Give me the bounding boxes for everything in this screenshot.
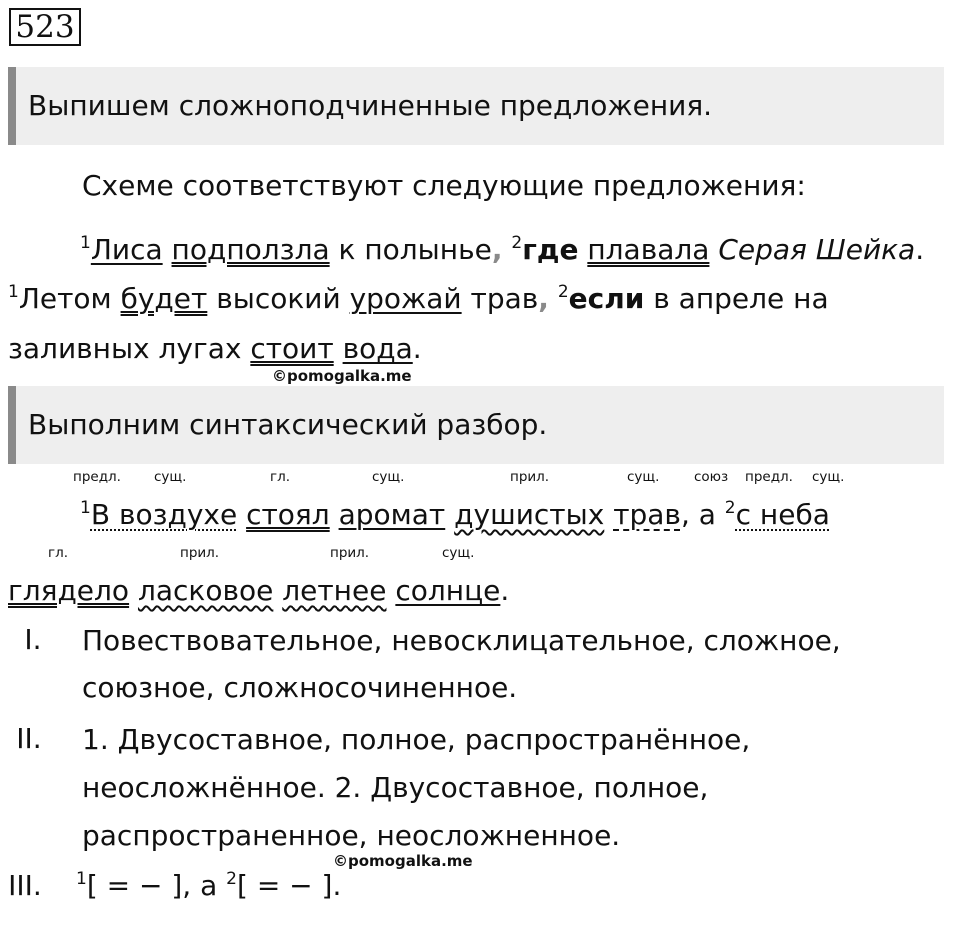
- task-number: 523: [9, 8, 81, 46]
- conjunction-word: если: [568, 282, 645, 315]
- intro-text: Схеме соответствуют следующие предложения:: [82, 169, 806, 202]
- subject: Лиса: [90, 233, 163, 266]
- predicate: подползла: [171, 233, 330, 266]
- clause-number: 1: [76, 869, 87, 889]
- list-item-line: распространенное, неосложненное.: [82, 819, 621, 852]
- pos-label: сущ.: [442, 545, 475, 561]
- pos-label: прил.: [510, 469, 550, 485]
- subject: солнце: [395, 574, 501, 607]
- text: заливных лугах: [8, 332, 251, 365]
- sentence-2-line-2: [8, 329, 422, 369]
- sentence-scheme: [76, 862, 341, 909]
- pos-label: сущ.: [372, 469, 405, 485]
- subject: вода: [342, 332, 413, 365]
- comma-mark: ,: [538, 282, 549, 315]
- object: трав: [613, 498, 681, 531]
- roman-numeral: I.: [24, 623, 42, 656]
- pos-label: сущ.: [812, 469, 845, 485]
- text: .: [412, 332, 422, 365]
- comma-mark: ,: [491, 233, 503, 266]
- text: высокий: [207, 282, 350, 315]
- predicate: будет: [120, 282, 208, 315]
- text: .: [500, 574, 510, 607]
- text: в апреле на: [644, 282, 829, 315]
- predicate: глядело: [8, 574, 130, 607]
- conjunction-word: где: [522, 233, 579, 266]
- subject: аромат: [338, 498, 446, 531]
- attribute: душистых: [454, 498, 605, 531]
- clause-number: 2: [226, 869, 237, 889]
- text: к полынье: [329, 233, 492, 266]
- pos-label: гл.: [48, 545, 69, 561]
- clause-number: 1: [80, 233, 91, 253]
- attribute: летнее: [282, 574, 387, 607]
- clause-number: 1: [8, 282, 19, 302]
- sentence-1: [80, 230, 924, 270]
- clause-number: 2: [511, 233, 523, 253]
- scheme-part: [ = − ].: [237, 869, 342, 902]
- pos-label: сущ.: [627, 469, 660, 485]
- predicate: плавала: [587, 233, 710, 266]
- text: трав: [461, 282, 539, 315]
- watermark: ©pomogalka.me: [272, 367, 412, 385]
- watermark: ©pomogalka.me: [333, 852, 473, 870]
- pos-label: сущ.: [154, 469, 187, 485]
- text: Летом: [18, 282, 121, 315]
- text: , а: [680, 498, 725, 531]
- scheme-part: [ = − ], а: [86, 869, 227, 902]
- pos-label: прил.: [180, 545, 220, 561]
- section-title-1: Выпишем сложноподчиненные предложения.: [8, 67, 944, 145]
- sentence-2-line-1: [8, 279, 829, 319]
- roman-numeral: III.: [8, 869, 42, 902]
- list-item-line: союзное, сложносочиненное.: [82, 671, 518, 704]
- subject: урожай: [349, 282, 462, 315]
- adverbial: В воздухе: [90, 498, 238, 531]
- adverbial: с неба: [735, 498, 830, 531]
- analysis-line-1: [80, 495, 830, 535]
- clause-number: 1: [80, 498, 91, 518]
- predicate: стоял: [246, 498, 330, 531]
- pos-label: союз: [694, 469, 729, 485]
- pos-label: гл.: [270, 469, 291, 485]
- text: .: [915, 233, 925, 266]
- pos-label: предл.: [73, 469, 121, 485]
- predicate: стоит: [250, 332, 334, 365]
- list-item-line: неосложнённое. 2. Двусоставное, полное,: [82, 771, 709, 804]
- pos-label: предл.: [745, 469, 793, 485]
- section-title-2: Выполним синтаксический разбор.: [8, 386, 944, 464]
- clause-number: 2: [557, 282, 569, 302]
- roman-numeral: II.: [16, 722, 42, 755]
- subject: Серая Шейка: [718, 233, 916, 266]
- analysis-line-2: [8, 571, 509, 611]
- attribute: ласковое: [137, 574, 274, 607]
- list-item-line: 1. Двусоставное, полное, распространённое,: [82, 723, 751, 756]
- list-item-line: Повествовательное, невосклицательное, сложное,: [82, 624, 841, 657]
- pos-label: прил.: [330, 545, 370, 561]
- clause-number: 2: [724, 498, 736, 518]
